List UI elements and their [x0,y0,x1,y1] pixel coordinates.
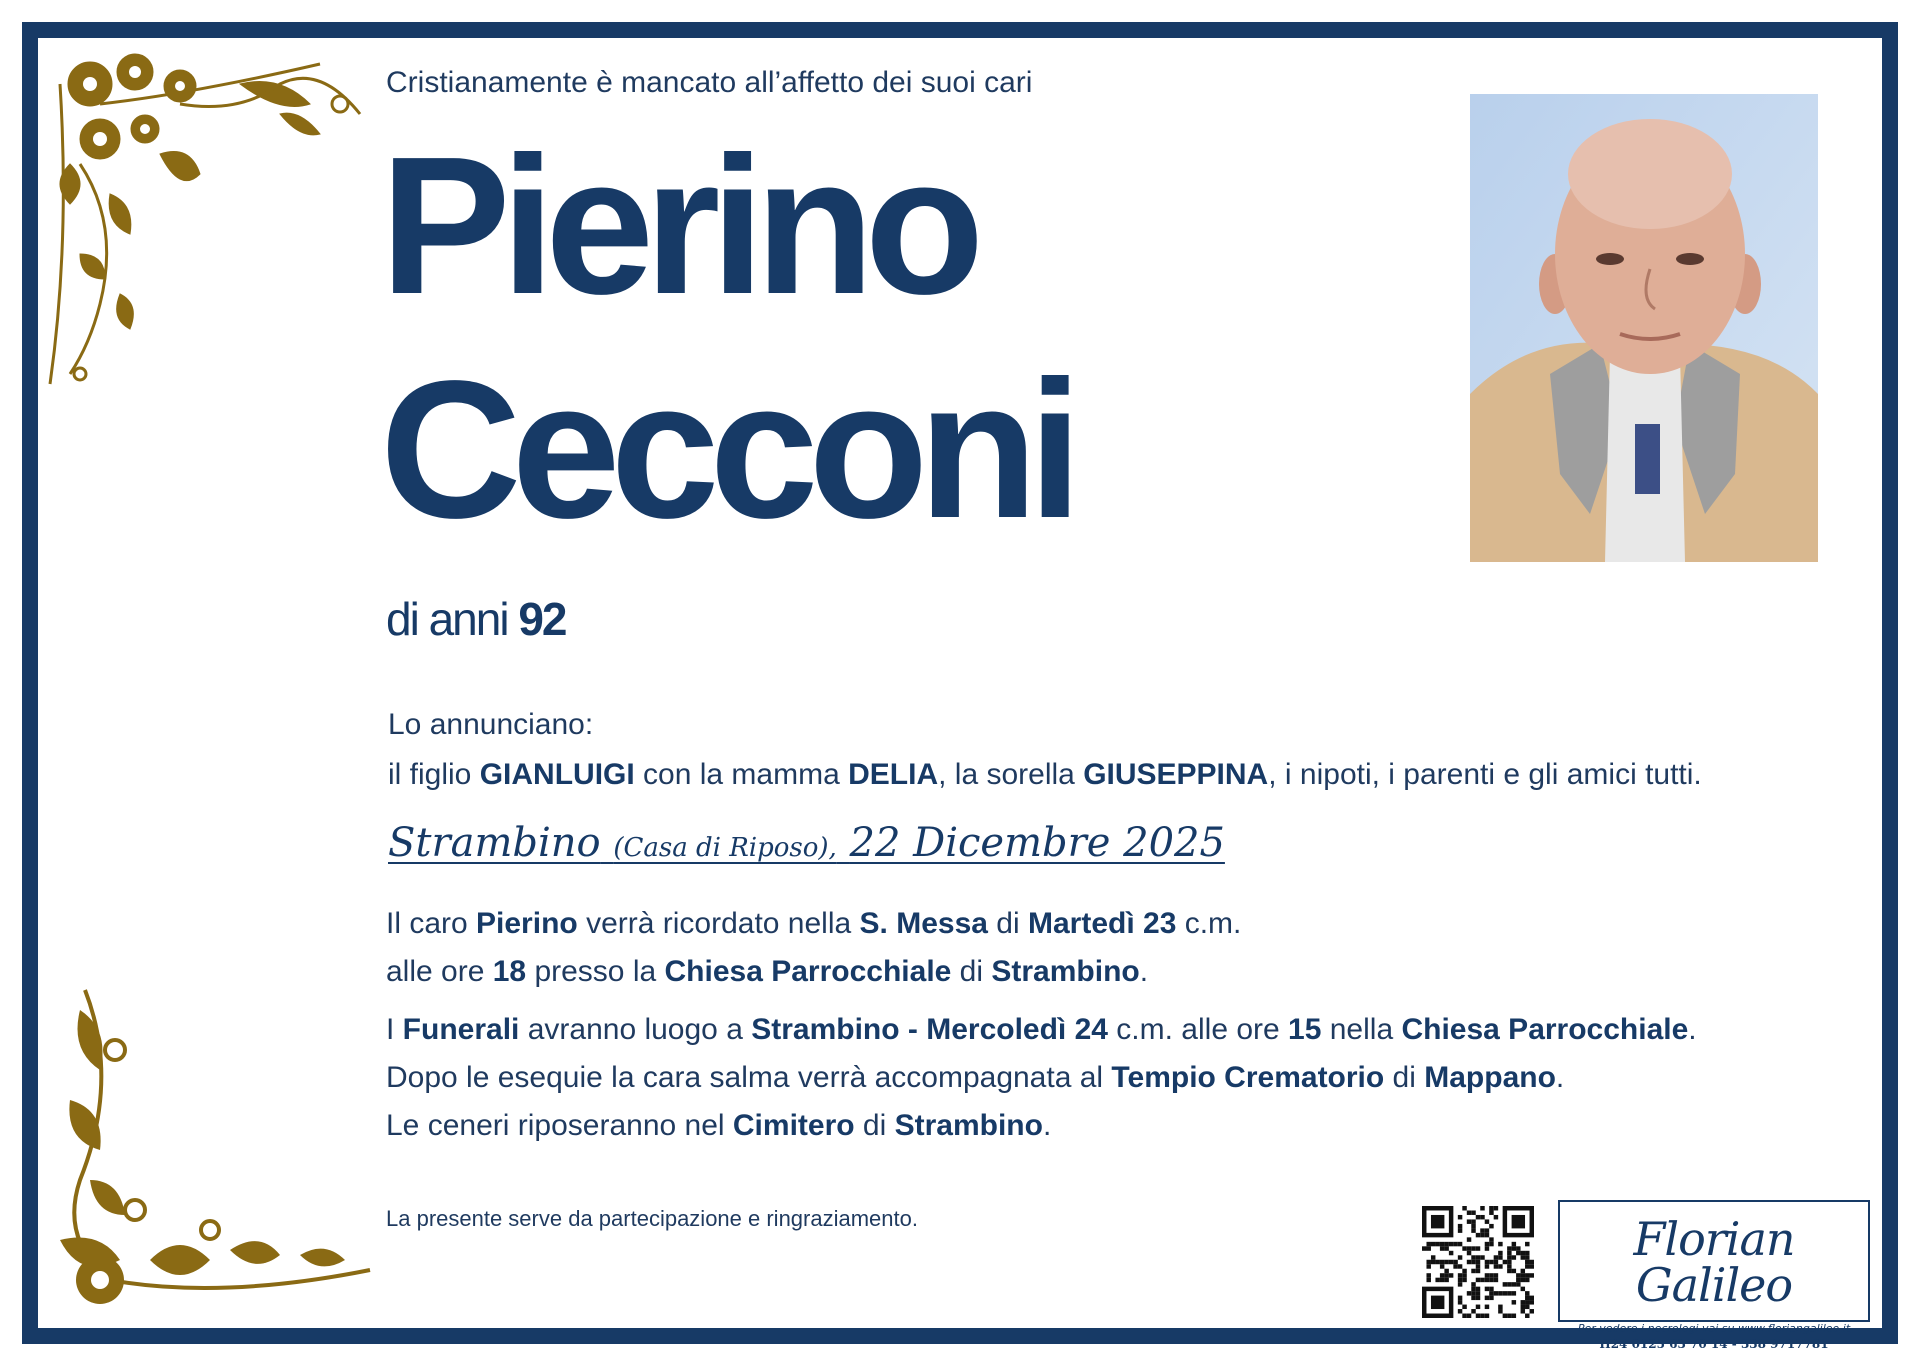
announcement-heading: Lo annunciano: [388,708,594,741]
announcement-line [388,750,1702,800]
qr-code-icon[interactable] [1422,1206,1534,1318]
details-text: alle ore [386,955,493,988]
floral-corner-top-left-icon [40,44,380,414]
details-bold-text: Mappano [1424,1061,1556,1094]
details-bold-text: Tempio Crematorio [1111,1061,1385,1094]
place-date [388,820,1225,866]
details-text: . [1555,1061,1565,1094]
ceremony-details [386,900,1697,1150]
details-text: Le ceneri riposeranno nel [386,1109,733,1142]
details-text: . [1139,955,1149,988]
details-line [386,1102,1697,1150]
announcement-text: il figlio [388,758,480,791]
announcement-text: , la sorella [938,758,1084,791]
details-bold-text: Funerali [402,1013,520,1046]
age-line [386,592,566,646]
place-town: Strambino [388,820,601,866]
details-bold-text: Chiesa Parrocchiale [664,955,952,988]
announcement-text: con la mamma [634,758,849,791]
details-bold-text: Strambino [894,1109,1043,1142]
details-text: di [951,955,992,988]
details-text: di [854,1109,895,1142]
florian-galileo-logo [1558,1200,1870,1351]
details-text: c.m. [1176,907,1242,940]
announcement [388,700,1702,800]
details-text: I [386,1013,403,1046]
age-value: 92 [518,593,566,645]
details-text: c.m. alle ore [1107,1013,1289,1046]
details-line [386,1006,1697,1054]
details-line [386,948,1697,996]
details-bold-text: Martedì 23 [1027,907,1177,940]
announcement-bold-text: DELIA [848,758,939,791]
details-text: . [1688,1013,1697,1046]
details-bold-text: Strambino - Mercoledì 24 [751,1013,1108,1046]
place-note: (Casa di Riposo), [613,833,837,863]
announcement-text: , i nipoti, i parenti e gli amici tutti. [1268,758,1702,791]
details-bold-text: Strambino [991,955,1140,988]
age-prefix: di anni [386,593,508,645]
announcement-bold-text: GIUSEPPINA [1083,758,1269,791]
logo-website-line: Per vedere i necrologi vai su www.floriangalileo.it [1577,1322,1851,1335]
thanks-text: La presente serve da partecipazione e ringraziamento. [386,1206,918,1231]
details-bold-text: 18 [492,955,527,988]
details-text: nella [1321,1013,1402,1046]
intro-text: Cristianamente è mancato all’affetto dei suoi cari [386,66,1033,99]
announcement-bold-text: GIANLUIGI [479,758,635,791]
details-text: Dopo le esequie la cara salma verrà accompagnata al [386,1061,1112,1094]
details-text: . [1042,1109,1052,1142]
details-text: Il caro [386,907,477,940]
portrait-photo [1470,94,1818,562]
logo-name: Florian Galileo [1633,1212,1795,1312]
details-bold-text: Cimitero [732,1109,855,1142]
details-bold-text: S. Messa [859,907,988,940]
details-bold-text: Chiesa Parrocchiale [1401,1013,1689,1046]
first-name: Pierino [380,116,975,335]
details-line [386,900,1697,948]
details-text: presso la [526,955,665,988]
details-bold-text: Pierino [476,907,578,940]
details-text: verrà ricordato nella [577,907,860,940]
floral-corner-bottom-left-icon [40,980,390,1320]
details-text: di [987,907,1028,940]
details-bold-text: 15 [1288,1013,1322,1046]
details-text: di [1384,1061,1425,1094]
details-line [386,1054,1697,1102]
details-text: avranno luogo a [519,1013,752,1046]
last-name: Cecconi [380,340,1073,559]
place-date-value: 22 Dicembre 2025 [849,820,1225,866]
logo-phone-line: H24 0125 63 70 14 - 338 9717781 [1599,1337,1829,1351]
